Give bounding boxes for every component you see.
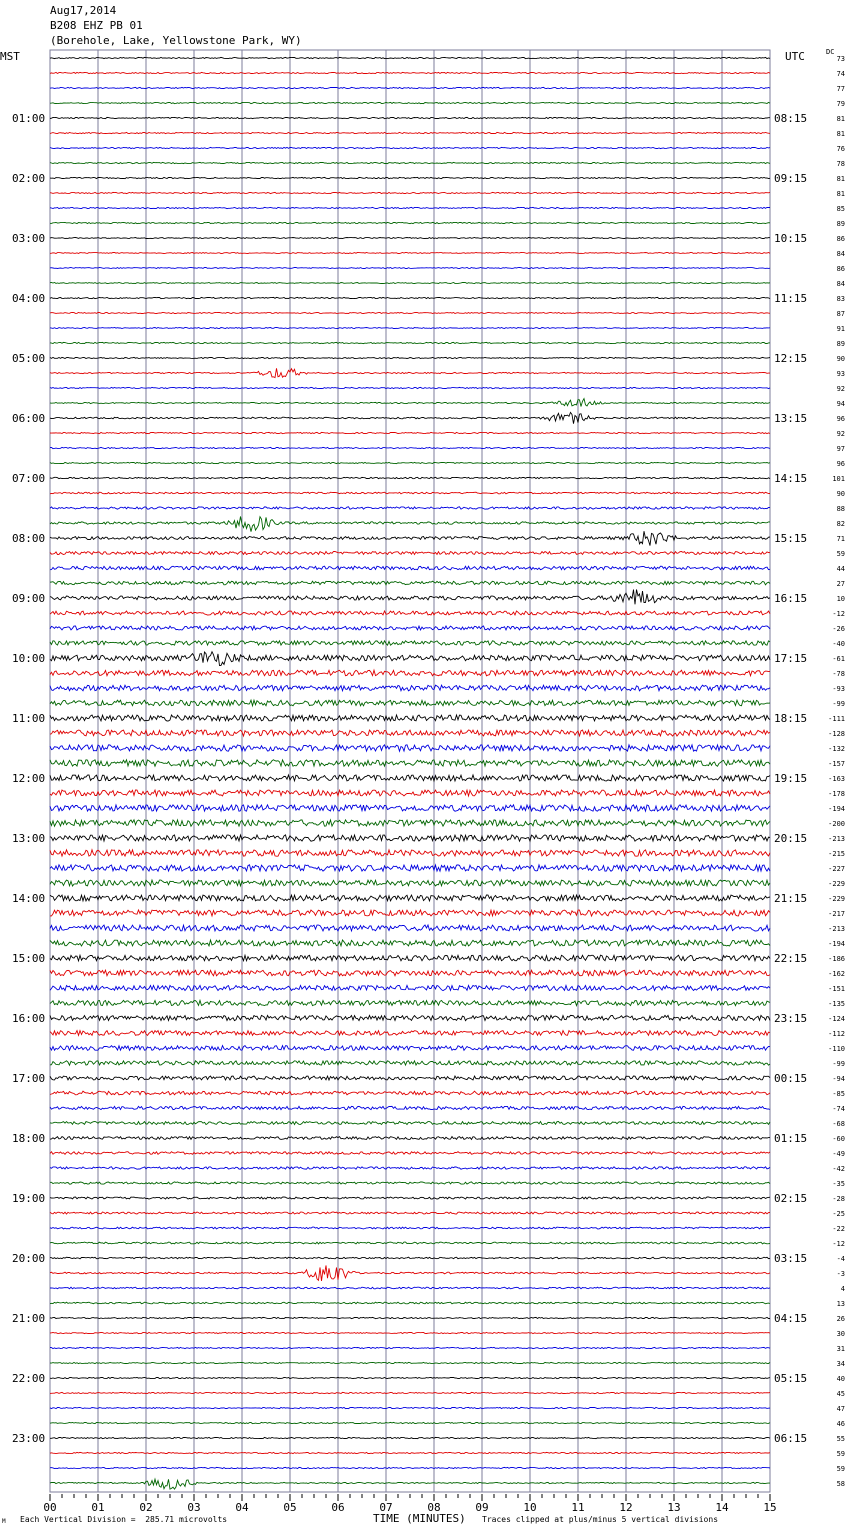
dc-offset-value: -163 bbox=[828, 775, 845, 783]
right-timezone-label: UTC bbox=[785, 50, 805, 63]
dc-offset-value: -28 bbox=[832, 1195, 845, 1203]
dc-offset-value: 30 bbox=[836, 1330, 845, 1338]
dc-offset-value: -132 bbox=[828, 745, 845, 753]
dc-offset-value: -4 bbox=[836, 1255, 845, 1263]
trace-line bbox=[50, 1182, 770, 1184]
mst-hour-label: 19:00 bbox=[12, 1192, 46, 1205]
x-tick-label: 13 bbox=[667, 1501, 681, 1514]
trace-line bbox=[50, 1362, 770, 1363]
trace-line bbox=[50, 1091, 770, 1095]
trace-line bbox=[50, 775, 770, 781]
dc-offset-value: 92 bbox=[836, 430, 845, 438]
trace-line bbox=[50, 102, 770, 103]
dc-offset-value: 81 bbox=[836, 175, 845, 183]
trace-line bbox=[50, 970, 770, 976]
mst-hour-label: 03:00 bbox=[12, 232, 46, 245]
dc-offset-value: 79 bbox=[836, 100, 845, 108]
dc-offset-value: -49 bbox=[832, 1150, 845, 1158]
trace-line bbox=[50, 207, 770, 208]
dc-offset-value: 10 bbox=[836, 595, 845, 603]
dc-offset-value: 83 bbox=[836, 295, 845, 303]
x-tick-label: 11 bbox=[571, 1501, 585, 1514]
trace-line bbox=[50, 880, 770, 886]
dc-offset-value: 59 bbox=[836, 1450, 845, 1458]
dc-offset-value: -200 bbox=[828, 820, 845, 828]
mst-hour-label: 13:00 bbox=[12, 832, 46, 845]
dc-offset-value: -135 bbox=[828, 1000, 845, 1008]
dc-offset-value: -26 bbox=[832, 625, 845, 633]
trace-line bbox=[50, 835, 770, 841]
mst-hour-label: 10:00 bbox=[12, 652, 46, 665]
mst-hour-label: 14:00 bbox=[12, 892, 46, 905]
dc-offset-value: -78 bbox=[832, 670, 845, 678]
dc-offset-value: -213 bbox=[828, 925, 845, 933]
trace-line bbox=[50, 132, 770, 133]
dc-offset-value: 13 bbox=[836, 1300, 845, 1308]
plot-frame bbox=[50, 50, 770, 1492]
mst-hour-label: 06:00 bbox=[12, 412, 46, 425]
trace-line bbox=[50, 1257, 770, 1259]
dc-offset-value: 96 bbox=[836, 460, 845, 468]
station-title: B208 EHZ PB 01 bbox=[50, 19, 143, 32]
dc-offset-value: 31 bbox=[836, 1345, 845, 1353]
x-axis bbox=[43, 1494, 776, 1514]
trace-line bbox=[50, 283, 770, 284]
mst-hour-label: 12:00 bbox=[12, 772, 46, 785]
trace-line bbox=[50, 626, 770, 630]
dc-offset-value: 86 bbox=[836, 265, 845, 273]
trace-line bbox=[50, 72, 770, 73]
x-tick-label: 02 bbox=[139, 1501, 153, 1514]
trace-line bbox=[50, 1407, 770, 1408]
trace-line bbox=[50, 387, 770, 388]
dc-offset-value: 59 bbox=[836, 1465, 845, 1473]
dc-offset-value: 97 bbox=[836, 445, 845, 453]
dc-offset-value: -60 bbox=[832, 1135, 845, 1143]
trace-line bbox=[50, 730, 770, 736]
trace-line bbox=[50, 611, 770, 615]
trace-line bbox=[50, 368, 770, 377]
dc-offset-value: -85 bbox=[832, 1090, 845, 1098]
trace-line bbox=[50, 910, 770, 916]
dc-offset-value: 46 bbox=[836, 1420, 845, 1428]
x-tick-label: 03 bbox=[187, 1501, 201, 1514]
dc-offset-value: 78 bbox=[836, 160, 845, 168]
dc-offset-value: -194 bbox=[828, 805, 845, 813]
dc-offset-value: 45 bbox=[836, 1390, 845, 1398]
trace-line bbox=[50, 805, 770, 811]
dc-offset-value: -111 bbox=[828, 715, 845, 723]
utc-hour-label: 02:15 bbox=[774, 1192, 808, 1205]
trace-line bbox=[50, 760, 770, 766]
utc-hour-label: 09:15 bbox=[774, 172, 808, 185]
trace-line bbox=[50, 940, 770, 946]
utc-hour-label: 17:15 bbox=[774, 652, 808, 665]
dc-offset-value: -93 bbox=[832, 685, 845, 693]
x-tick-label: 07 bbox=[379, 1501, 393, 1514]
utc-hour-label: 05:15 bbox=[774, 1372, 808, 1385]
trace-line bbox=[50, 1197, 770, 1199]
dc-offset-value: 76 bbox=[836, 145, 845, 153]
utc-hour-label: 14:15 bbox=[774, 472, 808, 485]
dc-offset-value: 96 bbox=[836, 415, 845, 423]
utc-hour-label: 15:15 bbox=[774, 532, 808, 545]
dc-offset-value: -194 bbox=[828, 940, 845, 948]
trace-line bbox=[50, 850, 770, 856]
trace-line bbox=[50, 1422, 770, 1423]
dc-offset-value: 84 bbox=[836, 280, 845, 288]
dc-offset-value: 81 bbox=[836, 130, 845, 138]
dc-offset-value: -227 bbox=[828, 865, 845, 873]
x-tick-label: 08 bbox=[427, 1501, 441, 1514]
utc-hour-label: 00:15 bbox=[774, 1072, 808, 1085]
trace-line bbox=[50, 685, 770, 691]
dc-offset-value: 27 bbox=[836, 580, 845, 588]
trace-line bbox=[50, 1152, 770, 1155]
trace-line bbox=[50, 477, 770, 478]
trace-line bbox=[50, 715, 770, 721]
dc-offset-value: 93 bbox=[836, 370, 845, 378]
dc-offset-value: -74 bbox=[832, 1105, 845, 1113]
dc-offset-value: -99 bbox=[832, 1060, 845, 1068]
trace-line bbox=[50, 462, 770, 463]
dc-offset-value: 87 bbox=[836, 310, 845, 318]
utc-hour-label: 04:15 bbox=[774, 1312, 808, 1325]
trace-line bbox=[50, 1265, 770, 1281]
trace-line bbox=[50, 652, 770, 666]
trace-line bbox=[50, 581, 770, 585]
dc-offset-column bbox=[828, 55, 845, 1488]
utc-hour-label: 20:15 bbox=[774, 832, 808, 845]
trace-line bbox=[50, 492, 770, 494]
trace-line bbox=[50, 1479, 770, 1489]
dc-offset-value: -110 bbox=[828, 1045, 845, 1053]
trace-line bbox=[50, 670, 770, 676]
dc-offset-value: 90 bbox=[836, 490, 845, 498]
utc-hour-label: 01:15 bbox=[774, 1132, 808, 1145]
dc-offset-value: 86 bbox=[836, 235, 845, 243]
trace-line bbox=[50, 1106, 770, 1109]
trace-line bbox=[50, 1437, 770, 1438]
trace-line bbox=[50, 552, 770, 555]
trace-line bbox=[50, 1287, 770, 1289]
utc-hour-label: 03:15 bbox=[774, 1252, 808, 1265]
trace-line bbox=[50, 641, 770, 645]
mst-hour-label: 08:00 bbox=[12, 532, 46, 545]
utc-hour-label: 18:15 bbox=[774, 712, 808, 725]
scale-text: Each Vertical Division = 285.71 microvolts bbox=[20, 1515, 228, 1524]
trace-line bbox=[50, 1015, 770, 1020]
dc-offset-value: -217 bbox=[828, 910, 845, 918]
mst-hour-label: 05:00 bbox=[12, 352, 46, 365]
dc-offset-value: 82 bbox=[836, 520, 845, 528]
dc-offset-value: 85 bbox=[836, 205, 845, 213]
trace-line bbox=[50, 985, 770, 990]
utc-hour-label: 22:15 bbox=[774, 952, 808, 965]
dc-offset-value: 44 bbox=[836, 565, 845, 573]
dc-offset-value: 88 bbox=[836, 505, 845, 513]
x-tick-label: 10 bbox=[523, 1501, 537, 1514]
utc-hour-label: 06:15 bbox=[774, 1432, 808, 1445]
trace-line bbox=[50, 1302, 770, 1304]
trace-line bbox=[50, 566, 770, 570]
trace-line bbox=[50, 790, 770, 796]
dc-offset-value: 91 bbox=[836, 325, 845, 333]
dc-offset-value: -94 bbox=[832, 1075, 845, 1083]
clip-note: Traces clipped at plus/minus 5 vertical divisions bbox=[482, 1515, 719, 1524]
trace-line bbox=[50, 1122, 770, 1125]
dc-offset-value: -213 bbox=[828, 835, 845, 843]
dc-offset-value: -229 bbox=[828, 895, 845, 903]
seismic-traces bbox=[12, 57, 807, 1489]
dc-offset-value: -25 bbox=[832, 1210, 845, 1218]
mst-hour-label: 04:00 bbox=[12, 292, 46, 305]
dc-offset-value: -12 bbox=[832, 1240, 845, 1248]
trace-line bbox=[50, 192, 770, 193]
dc-offset-value: -40 bbox=[832, 640, 845, 648]
utc-hour-label: 21:15 bbox=[774, 892, 808, 905]
trace-line bbox=[50, 432, 770, 433]
dc-offset-value: 47 bbox=[836, 1405, 845, 1413]
dc-offset-value: -42 bbox=[832, 1165, 845, 1173]
dc-offset-value: 81 bbox=[836, 190, 845, 198]
trace-line bbox=[50, 1212, 770, 1214]
mst-hour-label: 01:00 bbox=[12, 112, 46, 125]
dc-offset-value: -162 bbox=[828, 970, 845, 978]
trace-line bbox=[50, 590, 770, 605]
trace-line bbox=[50, 177, 770, 178]
dc-offset-value: 26 bbox=[836, 1315, 845, 1323]
trace-line bbox=[50, 531, 770, 545]
mst-hour-label: 22:00 bbox=[12, 1372, 46, 1385]
trace-line bbox=[50, 925, 770, 931]
left-timezone-label: MST bbox=[0, 50, 20, 63]
trace-line bbox=[50, 895, 770, 901]
utc-hour-label: 13:15 bbox=[774, 412, 808, 425]
trace-line bbox=[50, 117, 770, 118]
utc-hour-label: 16:15 bbox=[774, 592, 808, 605]
scale-mark: M bbox=[2, 1518, 6, 1525]
dc-offset-value: -12 bbox=[832, 610, 845, 618]
mst-hour-label: 21:00 bbox=[12, 1312, 46, 1325]
trace-line bbox=[50, 507, 770, 509]
dc-header-label: DC bbox=[826, 48, 835, 56]
dc-offset-value: -157 bbox=[828, 760, 845, 768]
x-tick-label: 00 bbox=[43, 1501, 57, 1514]
trace-line bbox=[50, 1467, 770, 1468]
trace-line bbox=[50, 1347, 770, 1348]
dc-offset-value: 77 bbox=[836, 85, 845, 93]
dc-offset-value: 4 bbox=[840, 1285, 845, 1293]
dc-offset-value: 89 bbox=[836, 220, 845, 228]
trace-line bbox=[50, 412, 770, 423]
dc-offset-value: -22 bbox=[832, 1225, 845, 1233]
trace-line bbox=[50, 1046, 770, 1051]
trace-line bbox=[50, 865, 770, 871]
trace-line bbox=[50, 357, 770, 358]
utc-hour-label: 23:15 bbox=[774, 1012, 808, 1025]
dc-offset-value: -68 bbox=[832, 1120, 845, 1128]
dc-offset-value: 90 bbox=[836, 355, 845, 363]
location-title: (Borehole, Lake, Yellowstone Park, WY) bbox=[50, 34, 302, 47]
dc-offset-value: -178 bbox=[828, 790, 845, 798]
trace-line bbox=[50, 57, 770, 58]
mst-hour-label: 20:00 bbox=[12, 1252, 46, 1265]
dc-offset-value: 74 bbox=[836, 70, 845, 78]
trace-line bbox=[50, 297, 770, 298]
dc-offset-value: -112 bbox=[828, 1030, 845, 1038]
dc-offset-value: 40 bbox=[836, 1375, 845, 1383]
dc-offset-value: -128 bbox=[828, 730, 845, 738]
trace-line bbox=[50, 1377, 770, 1378]
utc-hour-label: 10:15 bbox=[774, 232, 808, 245]
dc-offset-value: 34 bbox=[836, 1360, 845, 1368]
dc-offset-value: 55 bbox=[836, 1435, 845, 1443]
dc-offset-value: 84 bbox=[836, 250, 845, 258]
trace-line bbox=[50, 1076, 770, 1080]
x-axis-title: TIME (MINUTES) bbox=[373, 1512, 466, 1525]
utc-hour-label: 12:15 bbox=[774, 352, 808, 365]
trace-line bbox=[50, 1392, 770, 1393]
mst-hour-label: 17:00 bbox=[12, 1072, 46, 1085]
mst-hour-label: 09:00 bbox=[12, 592, 46, 605]
dc-offset-value: -61 bbox=[832, 655, 845, 663]
trace-line bbox=[50, 1452, 770, 1453]
x-tick-label: 15 bbox=[763, 1501, 777, 1514]
utc-hour-label: 19:15 bbox=[774, 772, 808, 785]
trace-line bbox=[50, 1227, 770, 1229]
dc-offset-value: -186 bbox=[828, 955, 845, 963]
mst-hour-label: 15:00 bbox=[12, 952, 46, 965]
minute-grid bbox=[50, 50, 770, 1492]
x-tick-label: 14 bbox=[715, 1501, 729, 1514]
trace-line bbox=[50, 1031, 770, 1036]
dc-offset-value: 94 bbox=[836, 400, 845, 408]
trace-line bbox=[50, 328, 770, 329]
dc-offset-value: 58 bbox=[836, 1480, 845, 1488]
dc-offset-value: 59 bbox=[836, 550, 845, 558]
dc-offset-value: 81 bbox=[836, 115, 845, 123]
mst-hour-label: 18:00 bbox=[12, 1132, 46, 1145]
utc-hour-label: 11:15 bbox=[774, 292, 808, 305]
x-tick-label: 12 bbox=[619, 1501, 633, 1514]
dc-offset-value: 101 bbox=[832, 475, 845, 483]
trace-line bbox=[50, 1167, 770, 1169]
x-tick-label: 09 bbox=[475, 1501, 489, 1514]
trace-line bbox=[50, 1137, 770, 1140]
dc-offset-value: 73 bbox=[836, 55, 845, 63]
trace-line bbox=[50, 1000, 770, 1005]
dc-offset-value: 92 bbox=[836, 385, 845, 393]
trace-line bbox=[50, 162, 770, 163]
dc-offset-value: -3 bbox=[836, 1270, 845, 1278]
trace-line bbox=[50, 238, 770, 239]
trace-line bbox=[50, 1317, 770, 1318]
dc-offset-value: -151 bbox=[828, 985, 845, 993]
mst-hour-label: 16:00 bbox=[12, 1012, 46, 1025]
dc-offset-value: -99 bbox=[832, 700, 845, 708]
trace-line bbox=[50, 447, 770, 448]
x-tick-label: 04 bbox=[235, 1501, 249, 1514]
trace-line bbox=[50, 253, 770, 254]
trace-line bbox=[50, 268, 770, 269]
dc-offset-value: -229 bbox=[828, 880, 845, 888]
trace-line bbox=[50, 1242, 770, 1244]
dc-offset-value: 89 bbox=[836, 340, 845, 348]
trace-line bbox=[50, 820, 770, 826]
dc-offset-value: -35 bbox=[832, 1180, 845, 1188]
trace-line bbox=[50, 399, 770, 407]
x-tick-label: 06 bbox=[331, 1501, 345, 1514]
trace-line bbox=[50, 147, 770, 148]
mst-hour-label: 11:00 bbox=[12, 712, 46, 725]
trace-line bbox=[50, 745, 770, 751]
trace-line bbox=[50, 313, 770, 314]
mst-hour-label: 07:00 bbox=[12, 472, 46, 485]
trace-line bbox=[50, 222, 770, 223]
date-title: Aug17,2014 bbox=[50, 4, 117, 17]
x-tick-label: 05 bbox=[283, 1501, 297, 1514]
dc-offset-value: -124 bbox=[828, 1015, 845, 1023]
trace-line bbox=[50, 955, 770, 961]
x-tick-label: 01 bbox=[91, 1501, 105, 1514]
dc-offset-value: 71 bbox=[836, 535, 845, 543]
trace-line bbox=[50, 342, 770, 343]
mst-hour-label: 23:00 bbox=[12, 1432, 46, 1445]
mst-hour-label: 02:00 bbox=[12, 172, 46, 185]
dc-offset-value: -215 bbox=[828, 850, 845, 858]
utc-hour-label: 08:15 bbox=[774, 112, 808, 125]
trace-line bbox=[50, 87, 770, 88]
trace-line bbox=[50, 516, 770, 531]
trace-line bbox=[50, 1332, 770, 1333]
trace-line bbox=[50, 700, 770, 706]
trace-line bbox=[50, 1061, 770, 1065]
